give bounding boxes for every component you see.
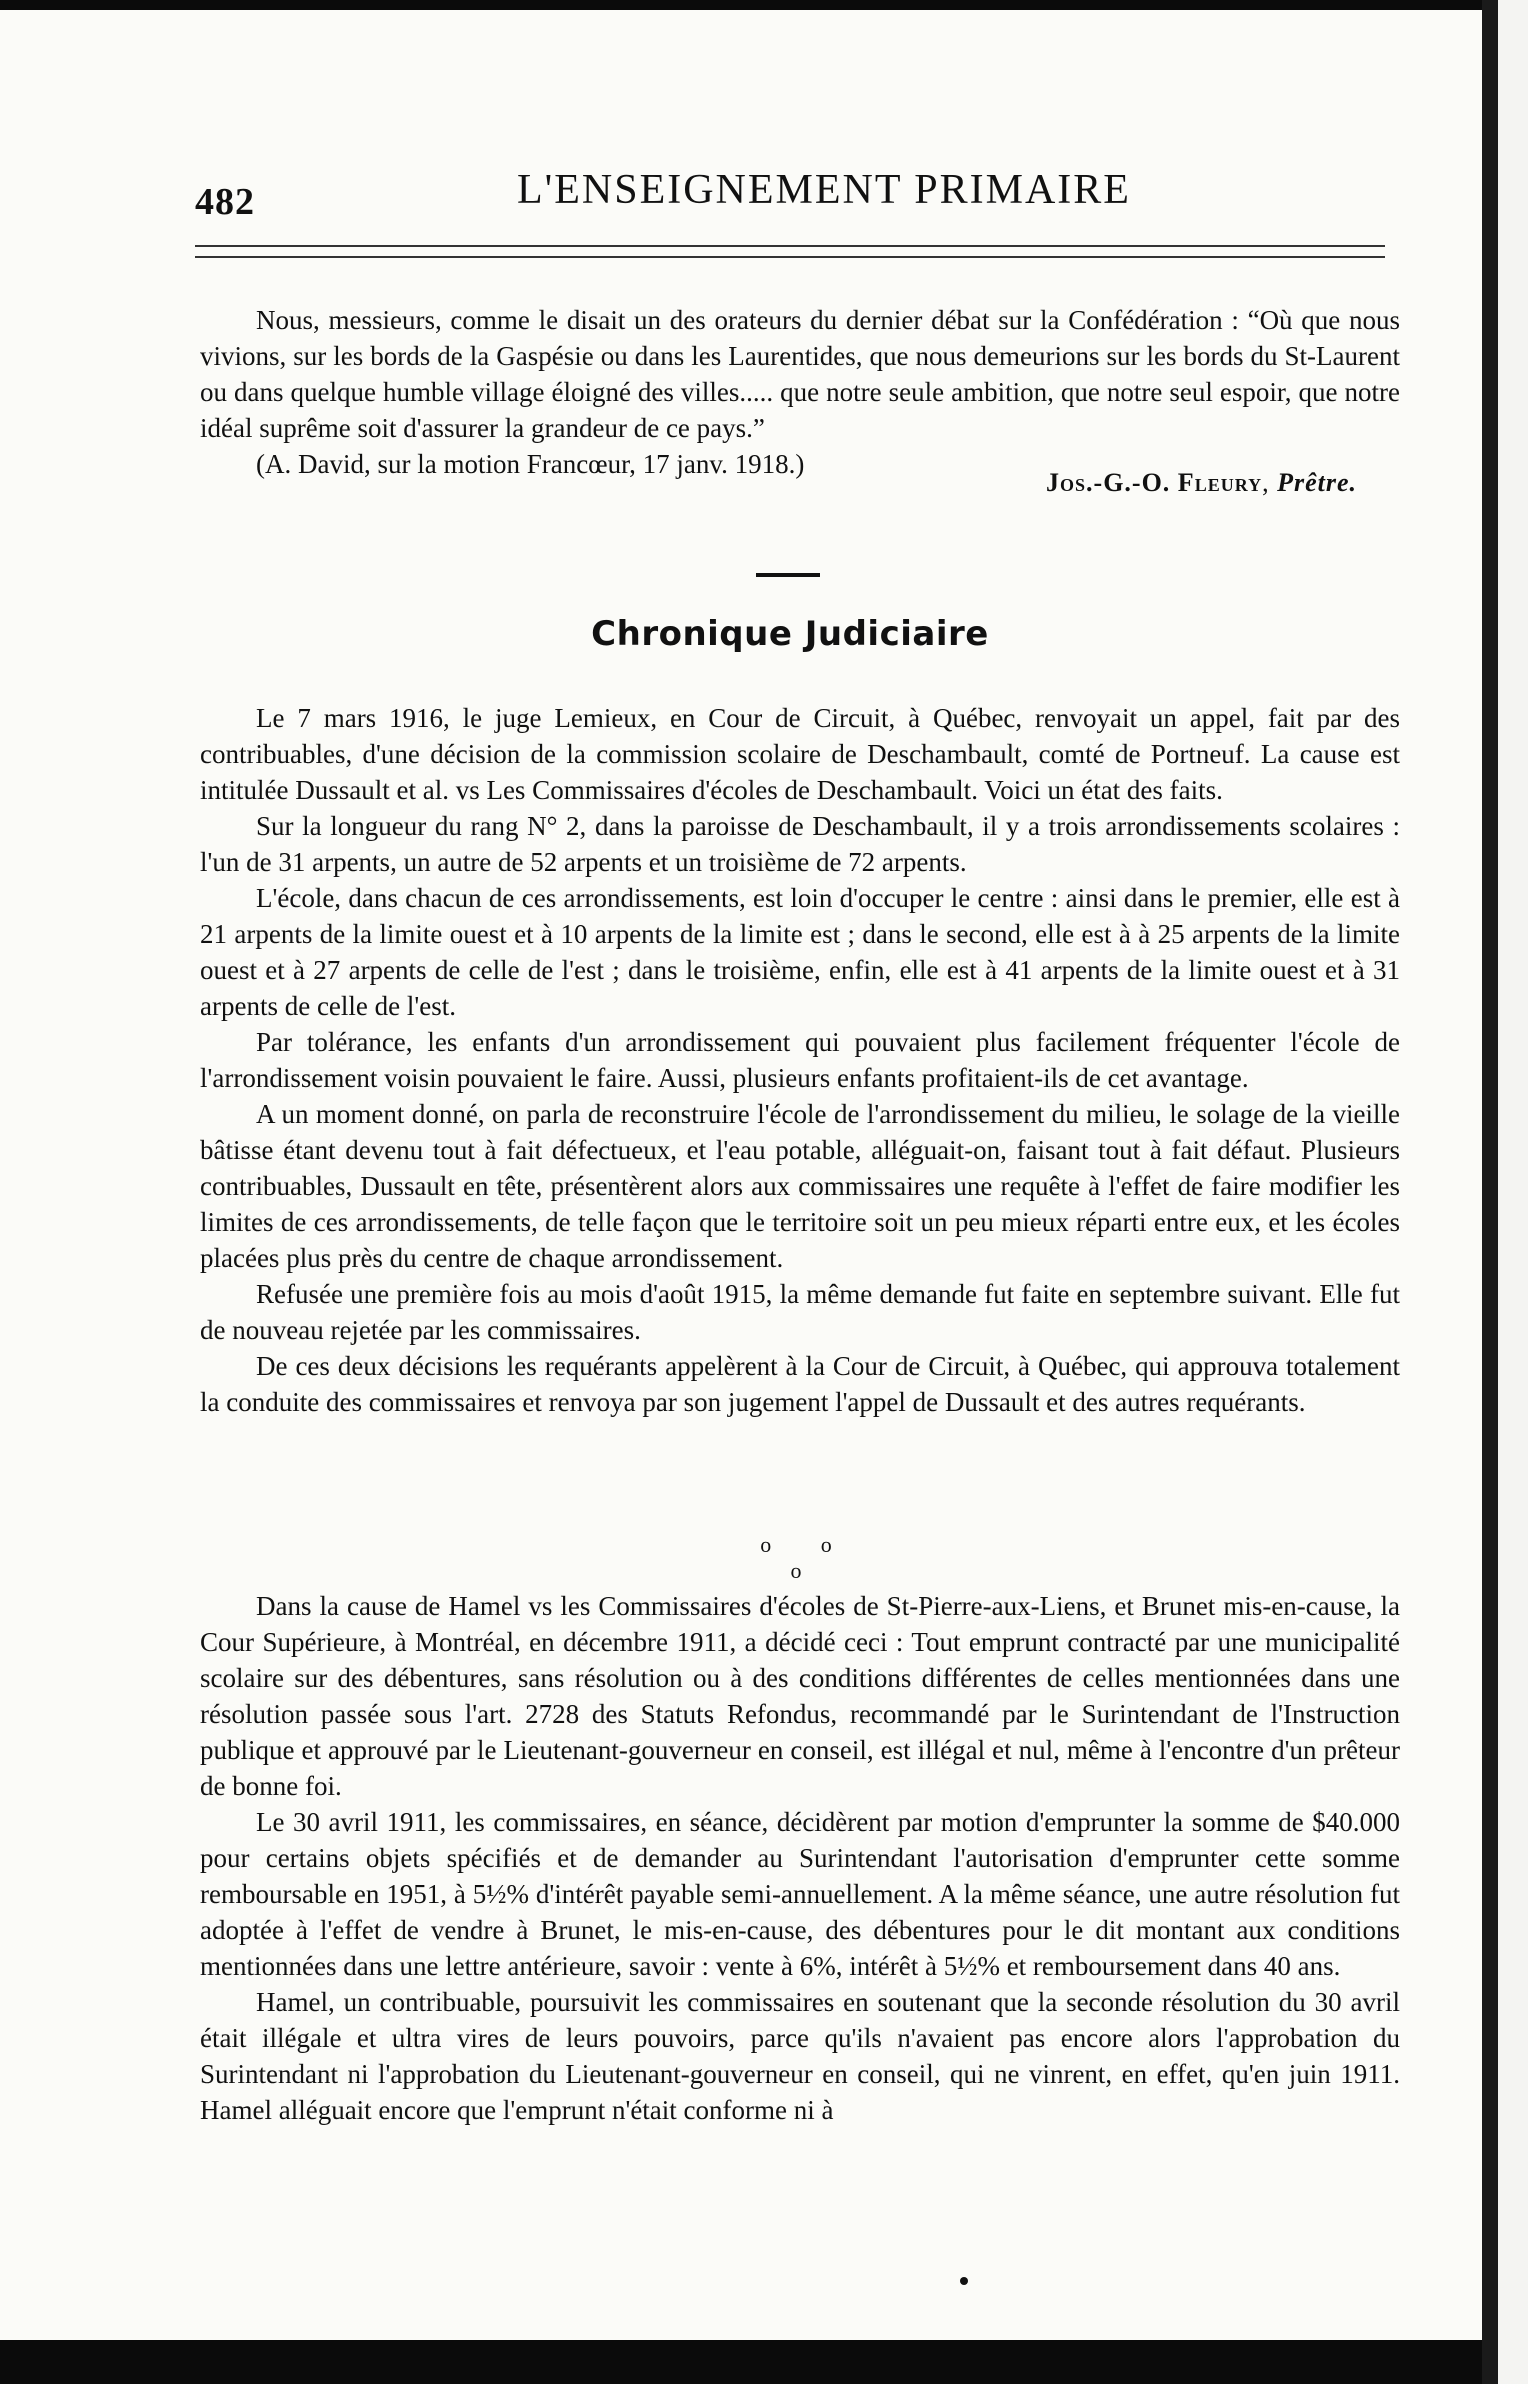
section-title: Chronique Judiciaire [591, 614, 989, 654]
book-page [0, 10, 1482, 2340]
paragraph: De ces deux décisions les requérants appelèrent à la Cour de Circuit, à Québec, qui approuva totalement la conduite des commissaires et renvoya par son jugement l'appel de Dussault et des autres requérants. [200, 1351, 1400, 1417]
paragraph: L'école, dans chacun de ces arrondissements, est loin d'occuper le centre : ainsi dans le premier, elle est à 21 arpents de la limite ouest et à 10 arpents de la limite est ; dans le second, elle est à à 25 arpents de la limite ouest et à 27 arpents de celle de l'est ; dans le troisième, enfin, elle est à 41 arpents de la limite ouest et à 31 arpents de celle de l'est. [200, 883, 1400, 1021]
signature-role: Prêtre. [1277, 468, 1357, 497]
scan-edge [1482, 0, 1528, 2384]
paragraph: Le 7 mars 1916, le juge Lemieux, en Cour de Circuit, à Québec, renvoyait un appel, fait par des contribuables, d'une décision de la commission scolaire de Deschambault, comté de Portneuf. La cause est intitulée Dussault et al. vs Les Commissaires d'écoles de Deschambault. Voici un état des faits. [200, 703, 1400, 805]
paragraph: Dans la cause de Hamel vs les Commissaires d'écoles de St-Pierre-aux-Liens, et Brunet mis-en-cause, la Cour Supérieure, à Montréal, en décembre 1911, a décidé ceci : Tout emprunt contracté par une municipalité scolaire sur des débentures, sans résolution ou à des conditions différentes de celles mentionnées dans une résolution passée sous l'art. 2728 des Statuts Refondus, recommandé par le Surintendant de l'Instruction publique et approuvé par le Lieutenant-gouverneur en conseil, est illégal et nul, même à l'encontre d'un prêteur de bonne foi. [200, 1591, 1400, 1801]
page-header [195, 160, 1385, 223]
case-1 [200, 700, 1400, 1420]
quote-block [200, 302, 1400, 482]
quote-text: Nous, messieurs, comme le disait un des orateurs du dernier débat sur la Confédération : “Où que nous vivions, sur les bords de la Gaspésie ou dans les Laurentides, que nous demeurions sur les bords du St-Laurent ou dans quelque humble village éloigné des villes..... que notre seule ambition, que notre seul espoir, que notre idéal suprême soit d'assurer la grandeur de ce pays.” [200, 305, 1400, 443]
signature: Jos.-G.-O. Fleury, Prêtre. [1046, 468, 1357, 497]
paragraph: Par tolérance, les enfants d'un arrondissement qui pouvaient plus facilement fréquenter l'école de l'arrondissement voisin pouvaient le faire. Aussi, plusieurs enfants profitaient-ils de cet avantage. [200, 1027, 1400, 1093]
paragraph: Hamel, un contribuable, poursuivit les commissaires en soutenant que la seconde résolution du 30 avril était illégale et ultra vires de leurs pouvoirs, parce qu'ils n'avaient pas encore alors l'approbation du Surintendant ni l'approbation du Lieutenant-gouverneur en conseil, qui ne vinrent, en effet, qu'en juin 1911. Hamel alléguait encore que l'emprunt n'était conforme ni à [200, 1987, 1400, 2125]
paragraph: A un moment donné, on parla de reconstruire l'école de l'arrondissement du milieu, le solage de la vieille bâtisse étant devenu tout à fait défectueux, et l'eau potable, alléguait-on, faisant tout à fait défaut. Plusieurs contribuables, Dussault en tête, présentèrent alors aux commissaires une requête à l'effet de faire modifier les limites de ces arrondissements, de telle façon que le territoire soit un peu mieux réparti entre eux, et les écoles placées plus près du centre de chaque arrondissement. [200, 1099, 1400, 1273]
scan-shadow [1482, 0, 1498, 2384]
header-rule [195, 245, 1385, 258]
case-separator: o o o [760, 1532, 854, 1583]
signature-name: Jos.-G.-O. Fleury [1046, 468, 1263, 497]
section-divider [756, 573, 820, 577]
case-2 [200, 1588, 1400, 2128]
page-number: 482 [195, 181, 255, 223]
quote-source: (A. David, sur la motion Francœur, 17 janv. 1918.) [256, 449, 805, 479]
page-mark [960, 2277, 968, 2285]
paragraph: Le 30 avril 1911, les commissaires, en séance, décidèrent par motion d'emprunter la somme de $40.000 pour certains objets spécifiés et de demander au Surintendant l'autorisation d'emprunter cette somme remboursable en 1951, à 5½% d'intérêt payable semi-annuellement. A la même séance, une autre résolution fut adoptée à l'effet de vendre à Brunet, le mis-en-cause, des débentures pour le dit montant aux conditions mentionnées dans une lettre antérieure, savoir : vente à 6%, intérêt à 5½% et remboursement dans 40 ans. [200, 1807, 1400, 1981]
running-title: L'ENSEIGNEMENT PRIMAIRE [517, 167, 1131, 213]
paragraph: Refusée une première fois au mois d'août 1915, la même demande fut faite en septembre suivant. Elle fut de nouveau rejetée par les commissaires. [200, 1279, 1400, 1345]
paragraph: Sur la longueur du rang N° 2, dans la paroisse de Deschambault, il y a trois arrondissements scolaires : l'un de 31 arpents, un autre de 52 arpents et un troisième de 72 arpents. [200, 811, 1400, 877]
